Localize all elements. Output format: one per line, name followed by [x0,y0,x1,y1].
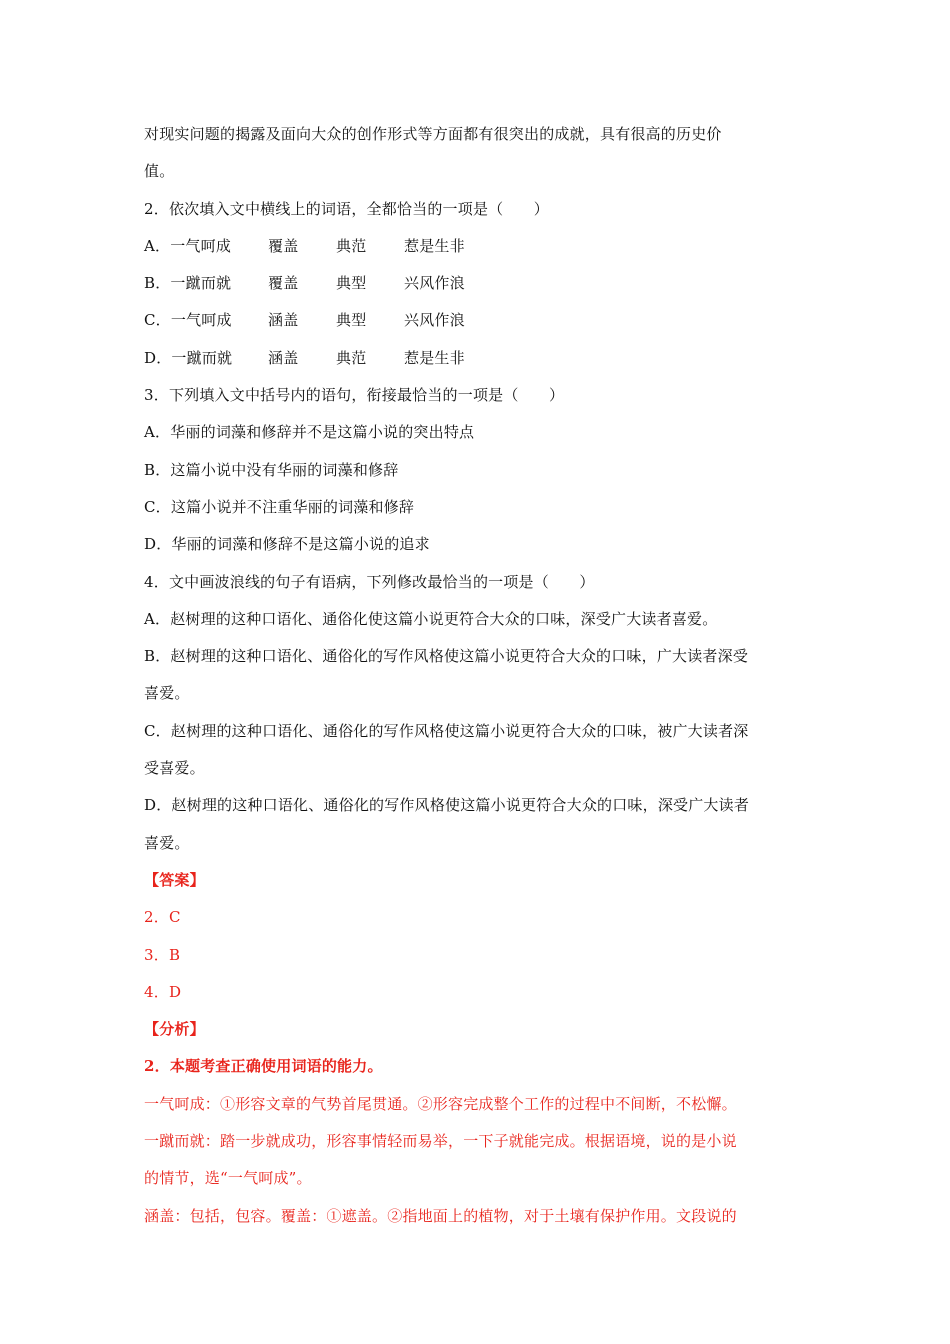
answer-heading: 【答案】 [144,870,205,889]
question-3-option-a: A．华丽的词藻和修辞并不是这篇小说的突出特点 [144,423,475,442]
question-3-option-d: D．华丽的词藻和修辞不是这篇小说的追求 [144,535,430,554]
option-word-2: 涵盖 [268,348,299,367]
answer-item-2: 2．C [144,908,181,927]
option-word-4: 惹是生非 [404,236,465,255]
question-2-option-a [144,228,814,265]
question-4-option-d-cont: 喜爱。 [144,833,190,852]
option-word-1: C．一气呵成 [144,311,232,330]
option-word-4: 惹是生非 [404,348,465,367]
option-word-2: 涵盖 [268,311,299,330]
analysis-heading: 【分析】 [144,1020,205,1039]
question-2-stem: 2．依次填入文中横线上的词语，全都恰当的一项是（ ） [144,199,549,218]
option-word-3: 典范 [336,348,367,367]
question-4-stem: 4．文中画波浪线的句子有语病，下列修改最恰当的一项是（ ） [144,572,595,591]
analysis-line-1: 2．本题考查正确使用词语的能力。 [144,1057,383,1076]
passage-line-2: 值。 [144,162,175,181]
question-4-option-a: A．赵树理的这种口语化、通俗化使这篇小说更符合大众的口味，深受广大读者喜爱。 [144,609,718,628]
document-body [144,116,814,1235]
question-2-option-c [144,302,814,339]
question-4-option-b: B．赵树理的这种口语化、通俗化的写作风格使这篇小说更符合大众的口味，广大读者深受 [144,647,749,666]
option-word-1: A．一气呵成 [144,236,232,255]
passage-line-1: 对现实问题的揭露及面向大众的创作形式等方面都有很突出的成就，具有很高的历史价 [144,125,722,143]
option-word-2: 覆盖 [268,274,299,293]
analysis-line-2: 一气呵成：①形容文章的气势首尾贯通。②形容完成整个工作的过程中不间断，不松懈。 [144,1094,737,1113]
option-word-1: B．一蹴而就 [144,274,232,293]
question-2-option-d [144,340,814,377]
question-4-option-c-cont: 受喜爱。 [144,759,205,778]
question-2-option-b [144,265,814,302]
option-word-3: 典范 [336,236,367,255]
question-3-option-b: B．这篇小说中没有华丽的词藻和修辞 [144,460,399,479]
analysis-line-3: 一蹴而就：踏一步就成功，形容事情轻而易举，一下子就能完成。根据语境，说的是小说 [144,1132,737,1151]
option-word-1: D．一蹴而就 [144,348,233,367]
option-word-2: 覆盖 [268,236,299,255]
option-word-3: 典型 [336,274,367,293]
option-word-4: 兴风作浪 [404,274,465,293]
option-word-4: 兴风作浪 [404,311,465,330]
question-3-stem: 3．下列填入文中括号内的语句，衔接最恰当的一项是（ ） [144,386,565,405]
question-4-option-d: D．赵树理的这种口语化、通俗化的写作风格使这篇小说更符合大众的口味，深受广大读者 [144,796,750,815]
option-word-3: 典型 [336,311,367,330]
question-4-option-b-cont: 喜爱。 [144,684,190,703]
analysis-line-5: 涵盖：包括，包容。覆盖：①遮盖。②指地面上的植物，对于土壤有保护作用。文段说的 [144,1206,737,1225]
question-3-option-c: C．这篇小说并不注重华丽的词藻和修辞 [144,497,415,516]
question-4-option-c: C．赵树理的这种口语化、通俗化的写作风格使这篇小说更符合大众的口味，被广大读者深 [144,721,749,740]
answer-item-4: 4．D [144,982,182,1001]
answer-item-3: 3．B [144,945,181,964]
analysis-line-4: 的情节，选“一气呵成”。 [144,1169,312,1188]
